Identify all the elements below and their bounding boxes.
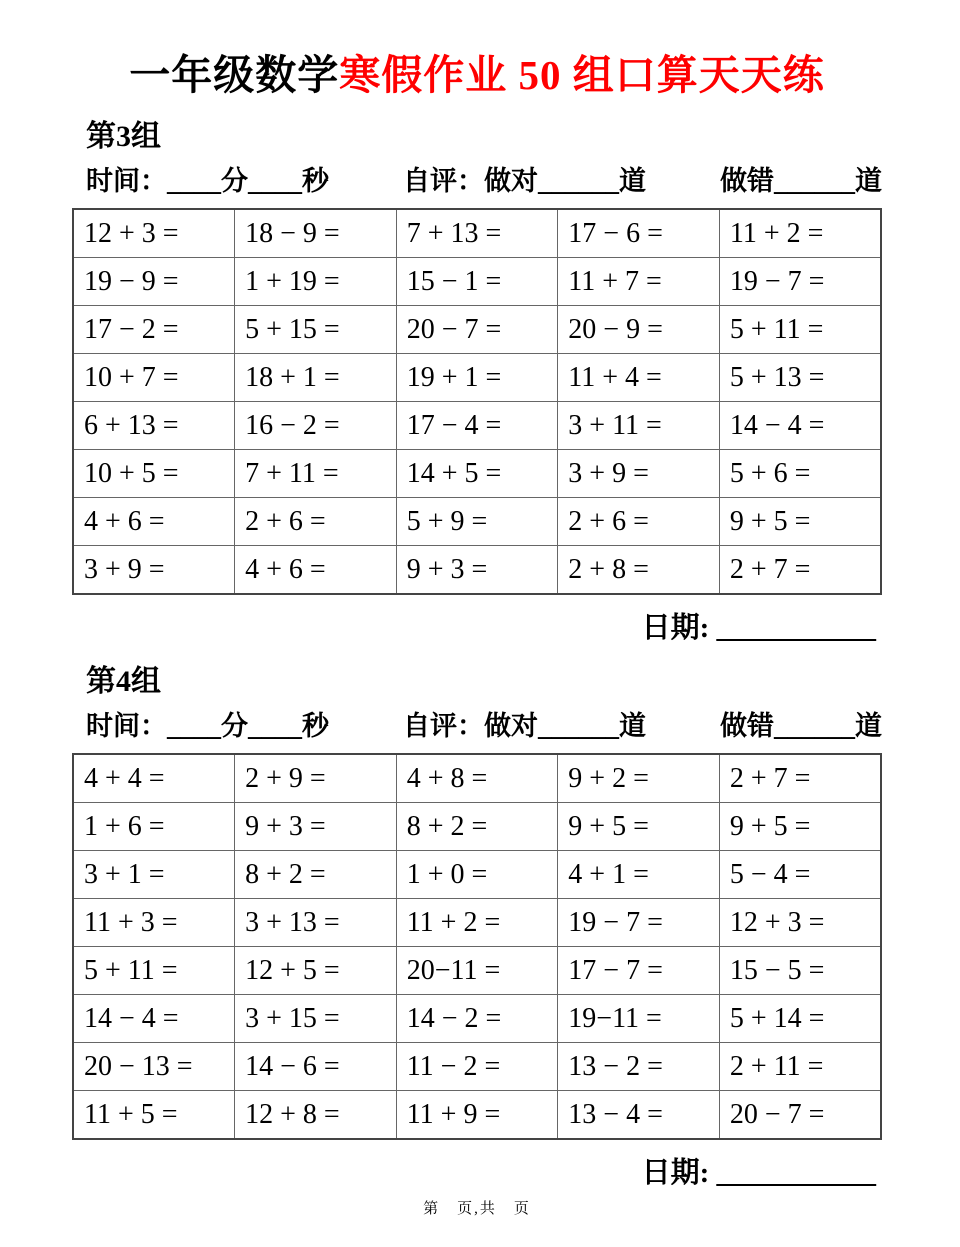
problem-row (73, 754, 881, 803)
problem-cell: 3 + 15 = (235, 995, 397, 1043)
problem-cell: 18 + 1 = (235, 354, 397, 402)
problem-row (73, 1091, 881, 1140)
problem-cell: 20 − 13 = (73, 1043, 235, 1091)
group-4-date-line: 日期: ___________ (641, 1157, 876, 1189)
problem-cell: 14 − 4 = (719, 402, 881, 450)
problem-row (73, 851, 881, 899)
problem-cell: 2 + 6 = (235, 498, 397, 546)
problem-cell: 7 + 11 = (235, 450, 397, 498)
problem-cell: 5 + 6 = (719, 450, 881, 498)
problem-cell: 19−11 = (558, 995, 720, 1043)
problem-row (73, 450, 881, 498)
problem-cell: 15 − 1 = (396, 258, 558, 306)
problems-table-group-3 (72, 208, 882, 595)
problem-cell: 3 + 9 = (558, 450, 720, 498)
problem-row (73, 1043, 881, 1091)
problem-cell: 17 − 4 = (396, 402, 558, 450)
problem-cell: 16 − 2 = (235, 402, 397, 450)
problem-cell: 5 + 11 = (719, 306, 881, 354)
problem-row (73, 546, 881, 595)
problem-cell: 11 − 2 = (396, 1043, 558, 1091)
group-4-section (72, 656, 882, 1191)
problem-cell: 20 − 7 = (719, 1091, 881, 1140)
problem-cell: 2 + 11 = (719, 1043, 881, 1091)
problem-cell: 13 − 2 = (558, 1043, 720, 1091)
problem-cell: 9 + 5 = (719, 498, 881, 546)
problem-cell: 11 + 3 = (73, 899, 235, 947)
problem-row (73, 899, 881, 947)
eval-correct-label: 自评：做对______道 (403, 166, 646, 196)
title-red-part: 寒假作业 50 组口算天天练 (339, 52, 825, 98)
eval-correct-label: 自评：做对______道 (403, 711, 646, 741)
problem-cell: 3 + 9 = (73, 546, 235, 595)
problem-cell: 5 + 11 = (73, 947, 235, 995)
problem-cell: 9 + 5 = (719, 803, 881, 851)
problem-cell: 1 + 6 = (73, 803, 235, 851)
problem-cell: 18 − 9 = (235, 209, 397, 258)
problem-cell: 15 − 5 = (719, 947, 881, 995)
group-3-section (72, 111, 882, 646)
problem-cell: 4 + 1 = (558, 851, 720, 899)
problem-cell: 2 + 8 = (558, 546, 720, 595)
problem-cell: 19 − 7 = (719, 258, 881, 306)
time-label: 时间：____分____秒 (86, 711, 329, 741)
problem-cell: 1 + 19 = (235, 258, 397, 306)
problem-cell: 11 + 4 = (558, 354, 720, 402)
problem-cell: 11 + 2 = (396, 899, 558, 947)
problem-cell: 11 + 5 = (73, 1091, 235, 1140)
problem-cell: 9 + 5 = (558, 803, 720, 851)
problem-cell: 17 − 7 = (558, 947, 720, 995)
problem-cell: 10 + 5 = (73, 450, 235, 498)
problem-cell: 4 + 4 = (73, 754, 235, 803)
problem-cell: 9 + 3 = (235, 803, 397, 851)
problem-cell: 8 + 2 = (396, 803, 558, 851)
problem-cell: 4 + 6 = (73, 498, 235, 546)
problem-cell: 14 − 2 = (396, 995, 558, 1043)
problem-row (73, 306, 881, 354)
problem-cell: 11 + 2 = (719, 209, 881, 258)
problem-cell: 5 + 13 = (719, 354, 881, 402)
problem-cell: 3 + 11 = (558, 402, 720, 450)
problem-row (73, 995, 881, 1043)
problem-cell: 12 + 3 = (719, 899, 881, 947)
problem-cell: 14 − 6 = (235, 1043, 397, 1091)
problem-cell: 12 + 8 = (235, 1091, 397, 1140)
problem-cell: 14 − 4 = (73, 995, 235, 1043)
problems-table-group-4 (72, 753, 882, 1140)
problem-cell: 20−11 = (396, 947, 558, 995)
group-4-meta-line (86, 704, 882, 743)
problem-cell: 3 + 13 = (235, 899, 397, 947)
title-black-part: 一年级数学 (129, 52, 340, 98)
page-footer: 第 页,共 页 (423, 1201, 531, 1217)
problem-row (73, 258, 881, 306)
eval-wrong-label: 做错______道 (720, 166, 882, 196)
problem-cell: 19 + 1 = (396, 354, 558, 402)
problem-cell: 7 + 13 = (396, 209, 558, 258)
problem-row (73, 498, 881, 546)
problem-cell: 14 + 5 = (396, 450, 558, 498)
group-4-heading: 第4组 (86, 665, 161, 698)
problem-cell: 4 + 6 = (235, 546, 397, 595)
problem-cell: 5 + 14 = (719, 995, 881, 1043)
problem-cell: 20 − 7 = (396, 306, 558, 354)
problem-cell: 19 − 9 = (73, 258, 235, 306)
problem-cell: 1 + 0 = (396, 851, 558, 899)
problem-cell: 5 + 15 = (235, 306, 397, 354)
problem-cell: 12 + 5 = (235, 947, 397, 995)
group-3-heading: 第3组 (86, 120, 161, 153)
problem-cell: 8 + 2 = (235, 851, 397, 899)
problem-cell: 20 − 9 = (558, 306, 720, 354)
time-label: 时间：____分____秒 (86, 166, 329, 196)
problem-cell: 9 + 3 = (396, 546, 558, 595)
problem-cell: 5 + 9 = (396, 498, 558, 546)
problem-cell: 5 − 4 = (719, 851, 881, 899)
problem-cell: 17 − 6 = (558, 209, 720, 258)
problem-row (73, 803, 881, 851)
problem-cell: 17 − 2 = (73, 306, 235, 354)
problem-cell: 6 + 13 = (73, 402, 235, 450)
problem-row (73, 354, 881, 402)
page-title (72, 42, 882, 101)
problem-cell: 11 + 7 = (558, 258, 720, 306)
problem-cell: 3 + 1 = (73, 851, 235, 899)
problem-cell: 2 + 9 = (235, 754, 397, 803)
problem-cell: 11 + 9 = (396, 1091, 558, 1140)
group-3-meta-line (86, 159, 882, 198)
problem-cell: 13 − 4 = (558, 1091, 720, 1140)
eval-wrong-label: 做错______道 (720, 711, 882, 741)
group-3-date-line: 日期: ___________ (641, 612, 876, 644)
problem-cell: 2 + 7 = (719, 754, 881, 803)
problem-row (73, 402, 881, 450)
problem-cell: 2 + 7 = (719, 546, 881, 595)
problem-cell: 9 + 2 = (558, 754, 720, 803)
problem-cell: 10 + 7 = (73, 354, 235, 402)
problem-cell: 19 − 7 = (558, 899, 720, 947)
problem-cell: 2 + 6 = (558, 498, 720, 546)
problem-row (73, 209, 881, 258)
problem-cell: 4 + 8 = (396, 754, 558, 803)
problem-row (73, 947, 881, 995)
problem-cell: 12 + 3 = (73, 209, 235, 258)
